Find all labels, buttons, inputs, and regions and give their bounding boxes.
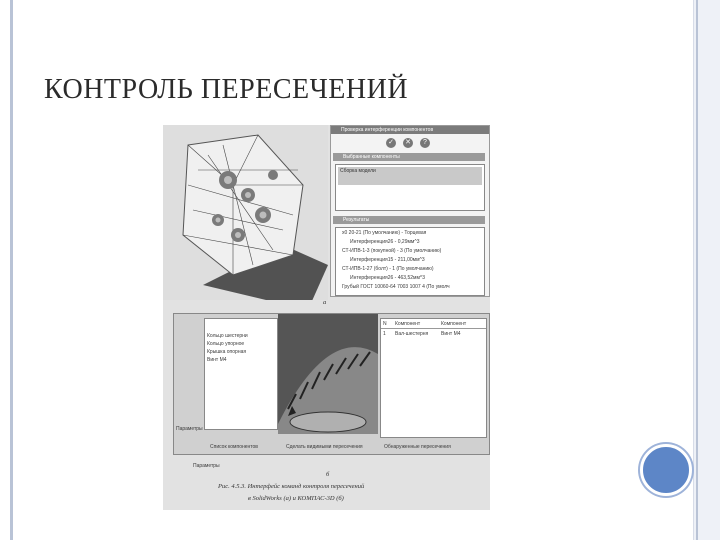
- side-label: Параметры: [176, 426, 203, 432]
- result-row[interactable]: СТ-ИПВ-1-27 (болт) - 1 (По умолчанию): [342, 266, 434, 272]
- ok-button[interactable]: ✓: [386, 138, 396, 148]
- label-a: а: [323, 299, 327, 306]
- selected-item[interactable]: Сборка модели: [338, 167, 482, 185]
- right-border-rule-thin: [693, 0, 694, 540]
- components-list[interactable]: [204, 318, 278, 430]
- result-row[interactable]: Интерференция15 - 211,00мм^3: [350, 257, 425, 263]
- left-border-rule: [10, 0, 13, 540]
- results-list[interactable]: [335, 227, 485, 296]
- list-item[interactable]: Кольцо шестерни: [207, 333, 248, 339]
- panel-title: Проверка интерференции компонентов: [331, 126, 489, 134]
- checkbox-show-intersections[interactable]: Сделать видимыми пересечения: [286, 444, 363, 450]
- result-row[interactable]: СТ-ИПВ-1-3 (покупной) - 3 (По умолчанию): [342, 248, 442, 254]
- interference-check-panel: [330, 125, 490, 297]
- table-header: N: [383, 321, 387, 327]
- table-cell[interactable]: Вал-шестерня: [395, 331, 429, 337]
- side-label: Параметры: [193, 463, 220, 469]
- decorative-circle: [640, 444, 692, 496]
- result-row[interactable]: Интерференция26 - 463,52мм^3: [350, 275, 426, 281]
- selected-components-header: Выбранные компоненты: [333, 153, 485, 161]
- label-b: б: [326, 471, 330, 478]
- table-cell[interactable]: Винт М4: [441, 331, 461, 337]
- table-header: Компонент: [441, 321, 467, 327]
- right-border-rule: [696, 0, 698, 540]
- selected-components-list[interactable]: [335, 164, 485, 211]
- table-header: Компонент: [395, 321, 421, 327]
- help-button[interactable]: ?: [420, 138, 430, 148]
- checkbox-components-list[interactable]: Список компонентов: [210, 444, 258, 450]
- checkbox-found-intersections[interactable]: Обнаруженные пересечения: [384, 444, 451, 450]
- table-cell[interactable]: 1: [383, 331, 386, 337]
- assembly-render-image: [163, 125, 328, 300]
- figure-caption-line2: в SolidWorks (а) и КОМПАС-3D (б): [248, 495, 344, 502]
- figure-caption-line1: Рис. 4.5.3. Интерфейс команд контроля пересечений: [218, 483, 365, 490]
- gear-render-image: [278, 314, 378, 434]
- intersections-table: [380, 318, 487, 438]
- kompas-window: [173, 313, 490, 455]
- scanned-figure: [163, 125, 490, 510]
- list-item[interactable]: Кольцо упорное: [207, 341, 245, 347]
- result-row[interactable]: Грубый ГОСТ 10060-64 7003 1007 4 (По умолч: [342, 284, 450, 290]
- result-row[interactable]: x0 20-21 (По умолчанию) - Торцевая: [342, 230, 427, 236]
- list-item[interactable]: Винт М4: [207, 357, 227, 363]
- cancel-button[interactable]: ✕: [403, 138, 413, 148]
- results-header: Результаты: [333, 216, 485, 224]
- list-item[interactable]: Крышка опорная: [207, 349, 247, 355]
- slide-title: КОНТРОЛЬ ПЕРЕСЕЧЕНИЙ: [44, 74, 409, 105]
- result-row[interactable]: Интерференция26 - 0,29мм^3: [350, 239, 420, 245]
